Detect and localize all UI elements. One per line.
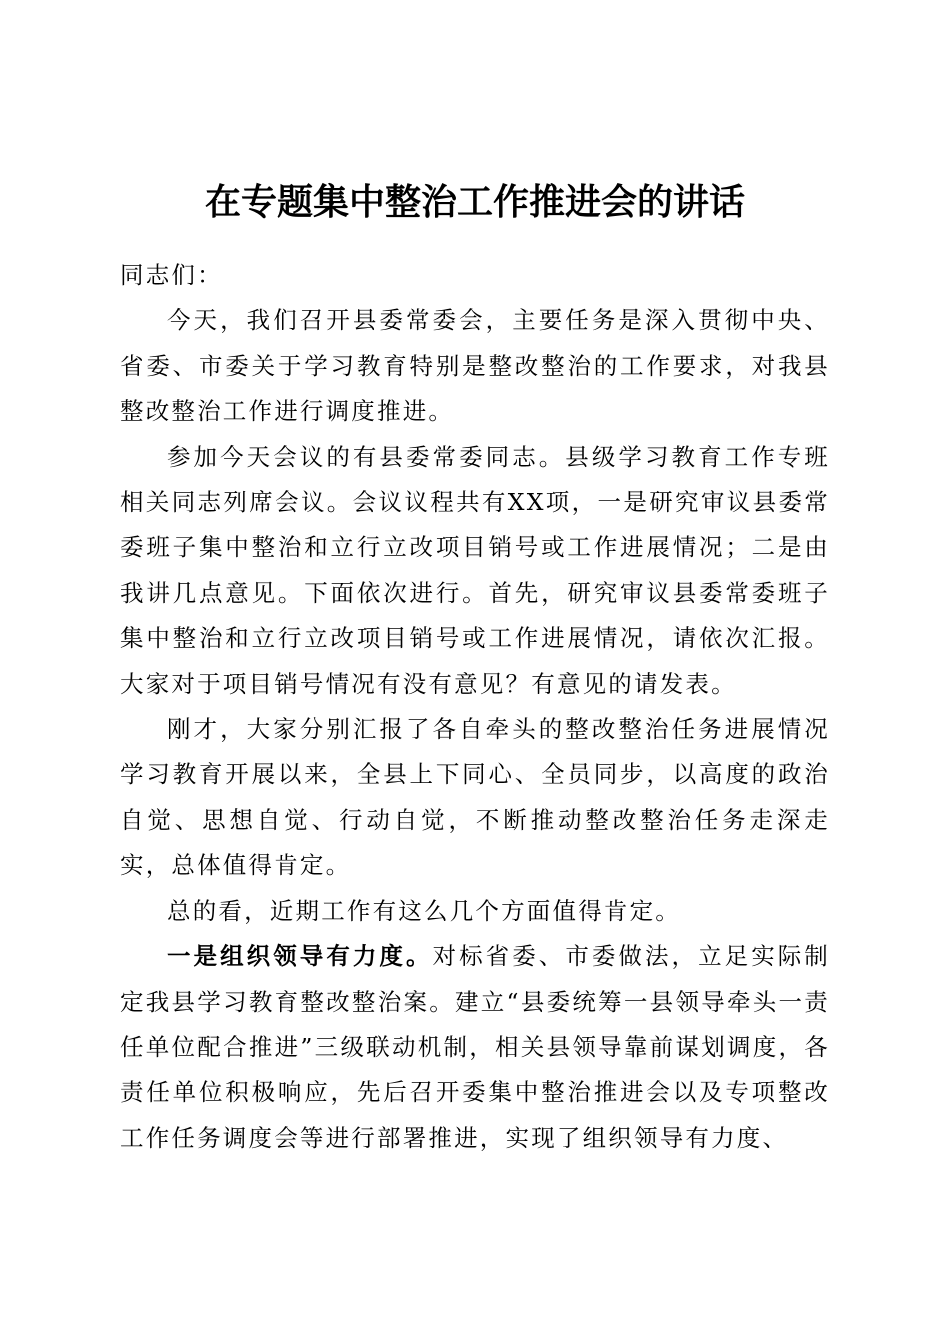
paragraph-opening: 今天，我们召开县委常委会，主要任务是深入贯彻中央、省委、市委关于学习教育特别是整改整治的工作要求，对我县整改整治工作进行调度推进。 xyxy=(120,306,830,426)
point-one-text: 对标省委、市委做法，立足实际制定我县学习教育整改整治案。建立“县委统筹一县领导牵头一责任单位配合推进”三级联动机制，相关县领导靠前谋划调度，各责任单位积极响应，先后召开委集中整治推进会以及专项整改工作任务调度会等进行部署推进，实现了组织领导有力度、 xyxy=(120,942,831,1152)
point-one-lead: 一是组织领导有力度。 xyxy=(167,942,433,971)
document-body xyxy=(120,253,830,1161)
paragraph-review: 刚才，大家分别汇报了各自牵头的整改整治任务进展情况学习教育开展以来，全县上下同心、全员同步，以高度的政治自觉、思想自觉、行动自觉，不断推动整改整治任务走深走实，总体值得肯定。 xyxy=(120,715,830,880)
paragraph-agenda: 参加今天会议的有县委常委同志。县级学习教育工作专班相关同志列席会议。会议议程共有XX项，一是研究审议县委常委班子集中整治和立行立改项目销号或工作进展情况；二是由我讲几点意见。下面依次进行。首先，研究审议县委常委班子集中整治和立行立改项目销号或工作进展情况，请依次汇报。大家对于项目销号情况有没有意见？有意见的请发表。 xyxy=(120,442,830,698)
paragraph-point-one xyxy=(120,934,830,1161)
paragraph-summary: 总的看，近期工作有这么几个方面值得肯定。 xyxy=(167,896,681,925)
document-title: 在专题集中整治工作推进会的讲话 xyxy=(204,181,745,223)
salutation: 同志们： xyxy=(120,261,223,289)
